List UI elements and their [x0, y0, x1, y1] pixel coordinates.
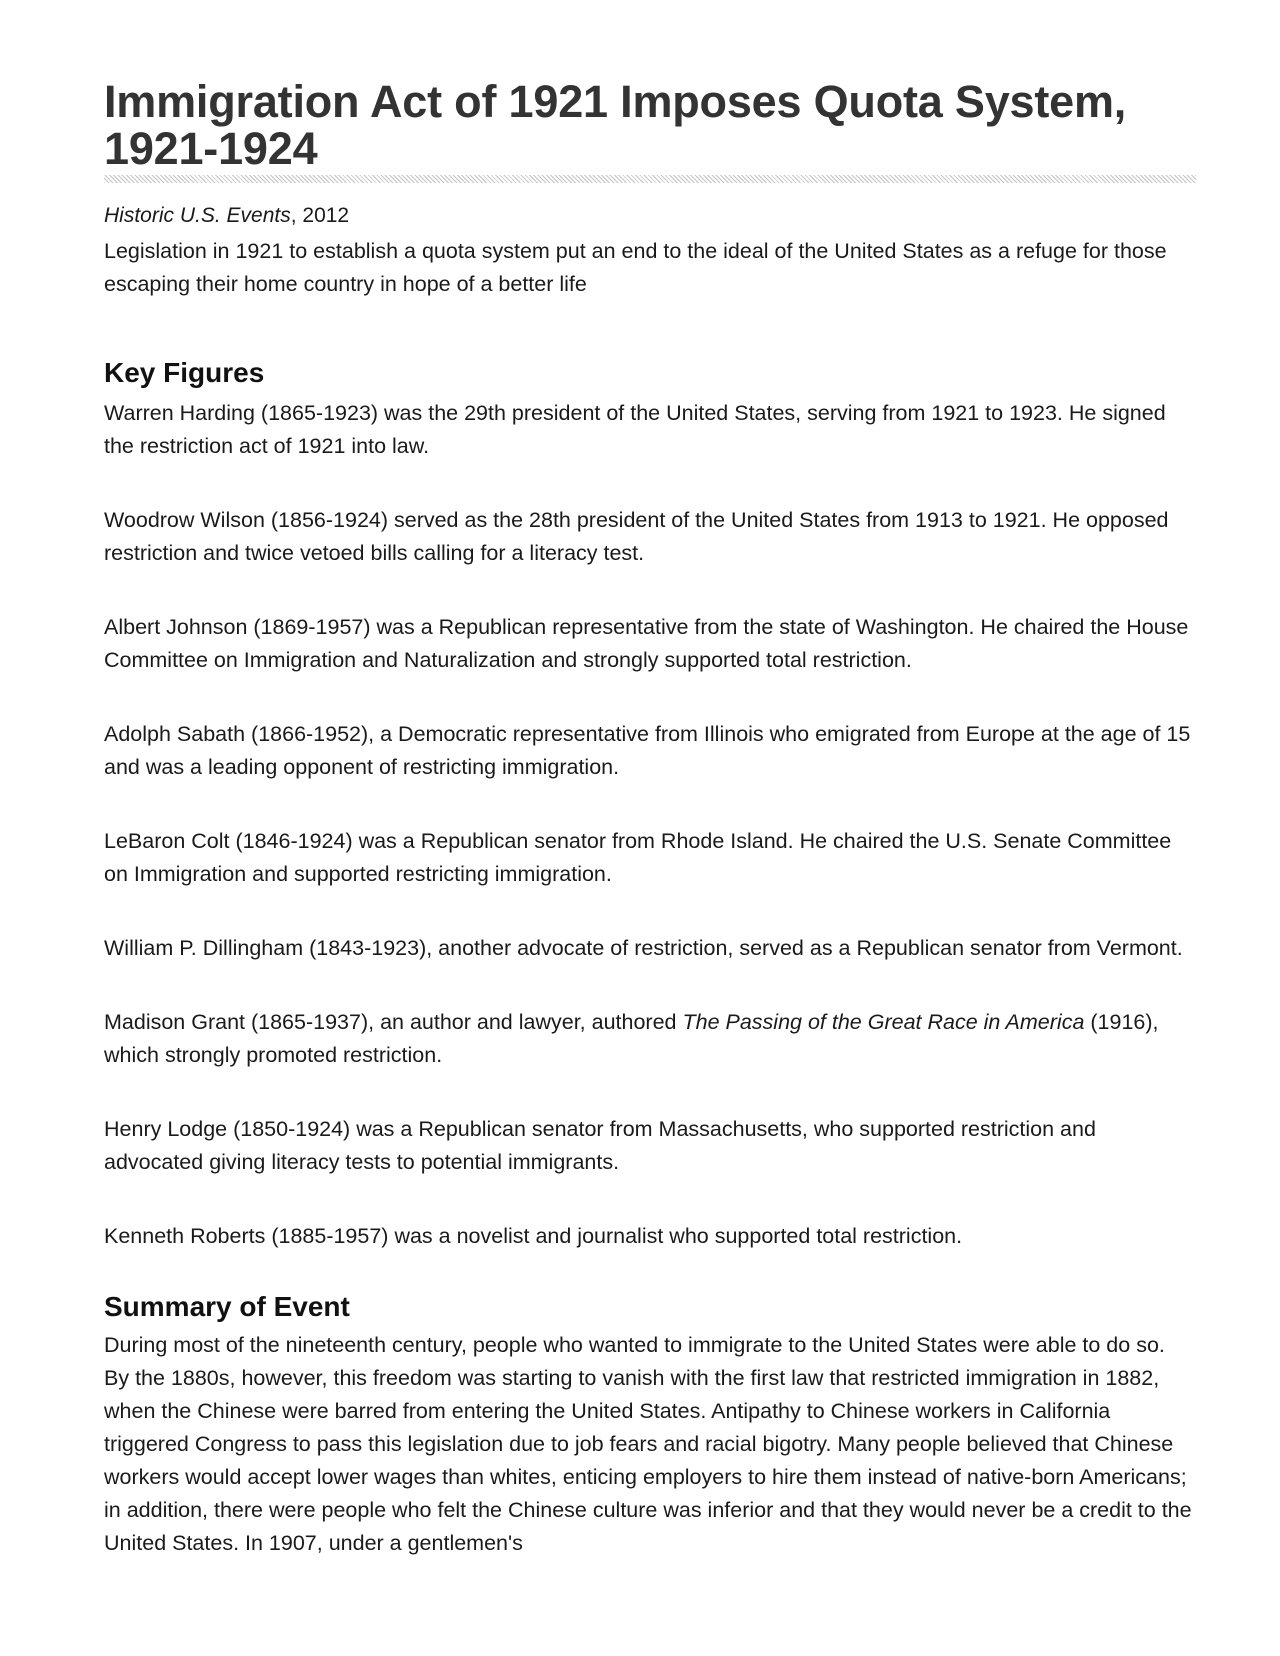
page-title: Immigration Act of 1921 Imposes Quota System, 1921-1924 [104, 76, 1127, 174]
grant-book-title: The Passing of the Great Race in America [682, 1010, 1085, 1034]
key-figure-colt: LeBaron Colt (1846-1924) was a Republican senator from Rhode Island. He chaired the U.S. Senate Committee on Immigration and supported restricting immigration. [104, 829, 1172, 886]
key-figure-harding: Warren Harding (1865-1923) was the 29th president of the United States, serving from 1921 to 1923. He signed the restriction act of 1921 into law. [104, 401, 1166, 458]
grant-text-after: (1916), which strongly promoted restriction. [104, 1010, 1159, 1067]
key-figure-wilson: Woodrow Wilson (1856-1924) served as the 28th president of the United States from 1913 to 1921. He opposed restriction and twice vetoed bills calling for a literacy test. [104, 508, 1169, 565]
key-figure-roberts: Kenneth Roberts (1885-1957) was a novelist and journalist who supported total restriction. [104, 1224, 963, 1248]
source-citation [104, 201, 1194, 231]
article-subtitle: Legislation in 1921 to establish a quota system put an end to the ideal of the United States as a refuge for those escaping their home country in hope of a better life [104, 239, 1167, 296]
summary-paragraph: During most of the nineteenth century, people who wanted to immigrate to the United States were able to do so. By the 1880s, however, this freedom was starting to vanish with the first law that restricted immigration in 1882, when the Chinese were barred from entering the United States. Antipathy to Chinese workers in California triggered Congress to pass this legislation due to job fears and racial bigotry. Many people believed that Chinese workers would accept lower wages than whites, enticing employers to hire them instead of native-born Americans; in addition, there were people who felt the Chinese culture was inferior and that they would never be a credit to the United States. In 1907, under a gentlemen's [104, 1333, 1192, 1555]
grant-text-before: Madison Grant (1865-1937), an author and lawyer, authored [104, 1010, 683, 1034]
key-figure-sabath: Adolph Sabath (1866-1952), a Democratic representative from Illinois who emigrated from Europe at the age of 15 and was a leading opponent of restricting immigration. [104, 722, 1191, 779]
document-page [104, 78, 1194, 1560]
key-figure-dillingham: William P. Dillingham (1843-1923), another advocate of restriction, served as a Republican senator from Vermont. [104, 936, 1183, 960]
key-figure-johnson: Albert Johnson (1869-1957) was a Republican representative from the state of Washington. He chaired the House Committee on Immigration and Naturalization and strongly supported total restriction. [104, 615, 1189, 672]
key-figure-lodge: Henry Lodge (1850-1924) was a Republican senator from Massachusetts, who supported restriction and advocated giving literacy tests to potential immigrants. [104, 1117, 1096, 1174]
key-figures-list [104, 397, 1194, 1253]
summary-heading: Summary of Event [104, 1291, 350, 1322]
title-divider [104, 175, 1196, 183]
key-figures-heading: Key Figures [104, 357, 265, 388]
key-figure-grant [104, 1006, 1194, 1072]
publication-name: Historic U.S. Events [104, 204, 291, 227]
publication-year: , 2012 [290, 204, 350, 227]
